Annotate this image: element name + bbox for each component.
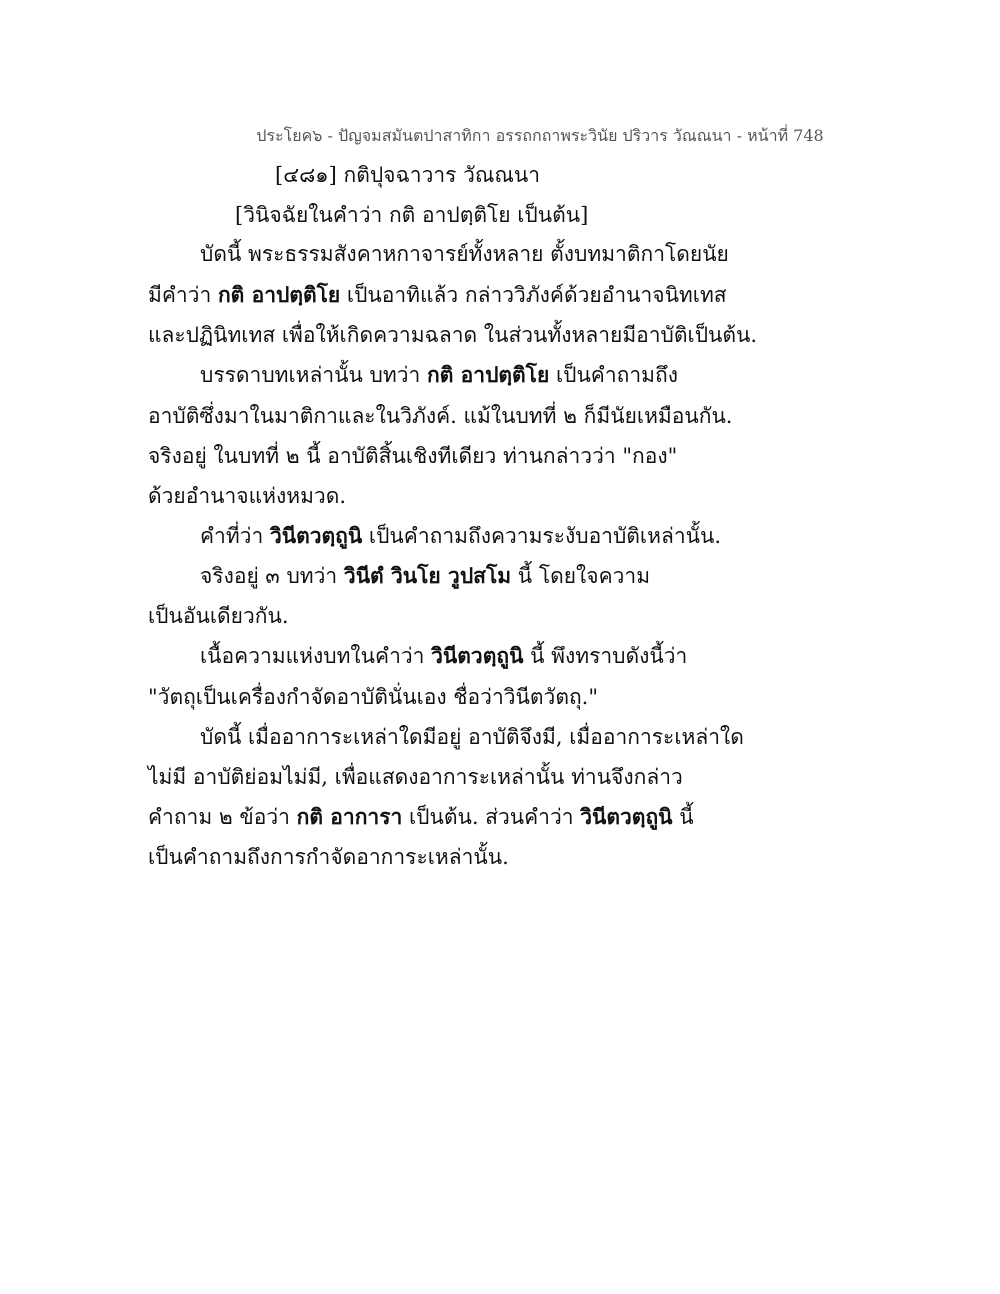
- text: เป็นต้น. ส่วนคำว่า: [402, 805, 581, 829]
- body-line: [148, 280, 727, 310]
- text: เนื้อความแห่งบทในคำว่า: [200, 644, 432, 668]
- pali-term: กติ อาปตฺติโย: [217, 282, 341, 307]
- body-line: จริงอยู่ ในบทที่ ๒ นี้ อาบัติสิ้นเชิงทีเดียว ท่านกล่าวว่า "กอง": [148, 444, 678, 468]
- text: นี้: [672, 805, 694, 829]
- text: นี้ พึงทราบดังนี้ว่า: [523, 644, 688, 668]
- body-line: บัดนี้ เมื่ออาการะเหล่าใดมีอยู่ อาบัติจึงมี, เมื่ออาการะเหล่าใด: [200, 725, 744, 749]
- body-line: เป็นคำถามถึงการกำจัดอาการะเหล่านั้น.: [148, 845, 509, 869]
- text: เป็นอาทิแล้ว กล่าววิภังค์ด้วยอำนาจนิทเทส: [340, 283, 727, 307]
- text: มีคำว่า: [148, 283, 218, 307]
- body-line: บัดนี้ พระธรรมสังคาหกาจารย์ทั้งหลาย ตั้งบทมาติกาโดยนัย: [200, 242, 729, 266]
- body-line: [200, 360, 678, 390]
- pali-term: วินีตวตฺถูนิ: [580, 804, 673, 829]
- pali-term: กติ อาปตฺติโย: [427, 362, 550, 387]
- body-line: และปฏินิทเทส เพื่อให้เกิดความฉลาด ในส่วนทั้งหลายมีอาบัติเป็นต้น.: [148, 323, 758, 347]
- body-line: [200, 561, 650, 591]
- body-line: "วัตถุเป็นเครื่องกำจัดอาบัตินั่นเอง ชื่อว่าวินีตวัตถุ.": [148, 685, 599, 709]
- body-line: [200, 521, 721, 551]
- text: นี้ โดยใจความ: [511, 564, 651, 588]
- pali-term: กติ อาการา: [296, 804, 403, 829]
- page-header: ประโยค๖ - ปัญจมสมันตปาสาทิกา อรรถกถาพระวินัย ปริวาร วัณณนา - หน้าที่ 748: [256, 126, 824, 145]
- body-line: ด้วยอำนาจแห่งหมวด.: [148, 484, 347, 508]
- body-line: [148, 802, 694, 832]
- text: บรรดาบทเหล่านั้น บทว่า: [200, 363, 427, 387]
- pali-term: วินีตํ วินโย วูปสโม: [343, 563, 512, 588]
- text: เป็นคำถามถึงความระงับอาบัติเหล่านั้น.: [362, 524, 722, 548]
- text: เป็นคำถามถึง: [549, 363, 678, 387]
- pali-term: วินีตวตฺถูนิ: [431, 643, 524, 668]
- pali-term: วินีตวตฺถูนิ: [269, 523, 363, 548]
- text: คำถาม ๒ ข้อว่า: [148, 805, 297, 829]
- section-subtitle: [วินิจฉัยในคำว่า กติ อาปตฺติโย เป็นต้น]: [235, 203, 589, 227]
- text: จริงอยู่ ๓ บทว่า: [200, 564, 344, 588]
- body-line: [200, 641, 687, 671]
- body-line: อาบัติซึ่งมาในมาติกาและในวิภังค์. แม้ในบทที่ ๒ ก็มีนัยเหมือนกัน.: [148, 404, 733, 428]
- body-line: เป็นอันเดียวกัน.: [148, 604, 289, 628]
- body-line: ไม่มี อาบัติย่อมไม่มี, เพื่อแสดงอาการะเหล่านั้น ท่านจึงกล่าว: [148, 765, 683, 789]
- section-title: [๔๘๑] กติปุจฉาวาร วัณณนา: [275, 163, 541, 187]
- text: คำที่ว่า: [200, 524, 270, 548]
